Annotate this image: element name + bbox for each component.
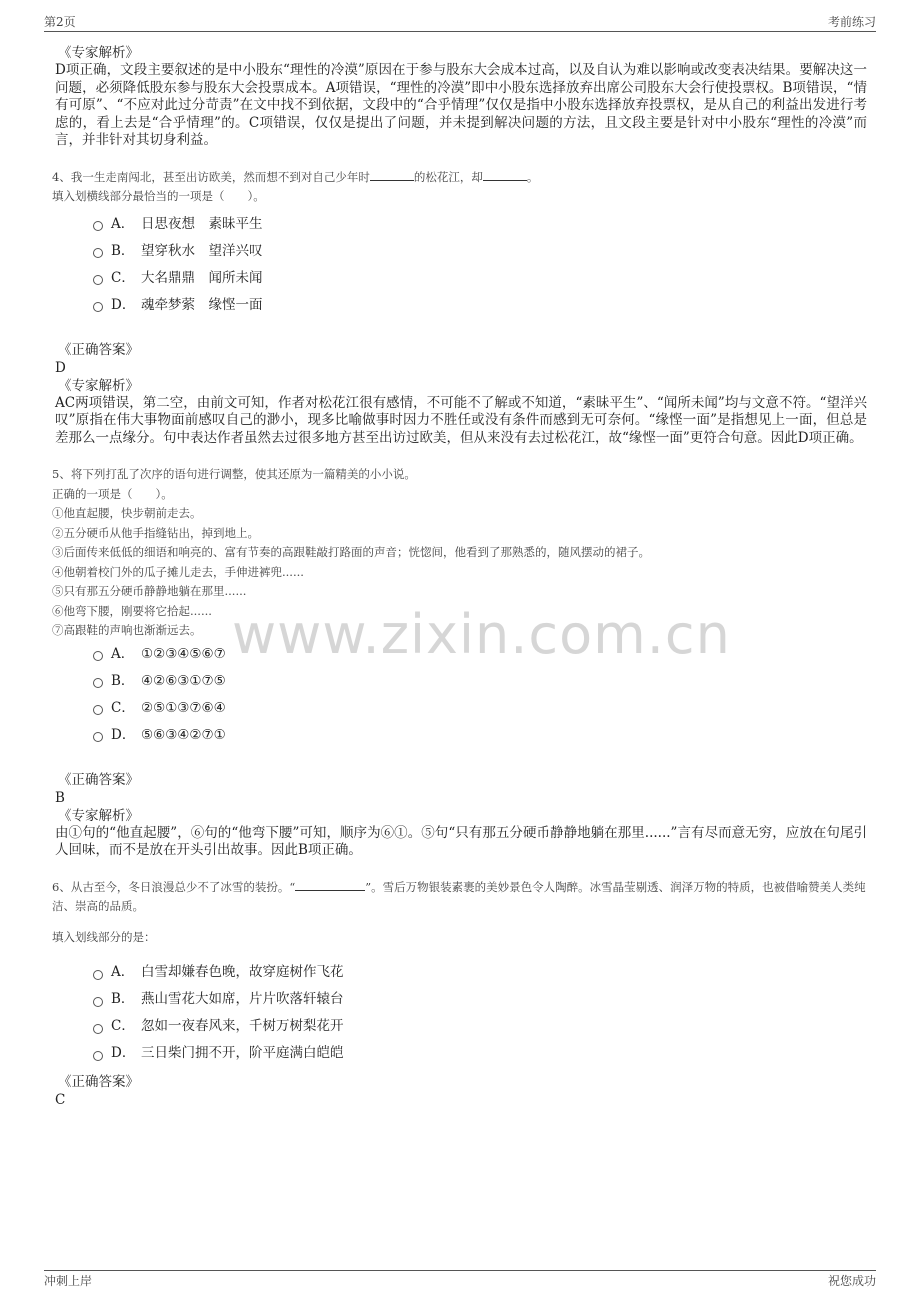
question-instruction: 填入划横线部分最恰当的一项是（ ）。 (52, 189, 265, 203)
blank-line (295, 878, 365, 891)
radio-icon[interactable] (93, 1051, 103, 1061)
analysis-text: D项正确，文段主要叙述的是中小股东“理性的冷漠”原因在于参与股东大会成本过高，以及自认为难以影响或改变表决结果。要解决这一问题，必须降低股东参与股东大会投票成本。A项错误，“理性的冷漠”即中小股东选择放弃出席公司股东大会行使投票权。B项错误，“情有可原”、“不应对此过分苛责”在文中找不到依据，文段中的“合乎情理”仅仅是指中小股东选择放弃投票权，是从自己的利益出发进行考虑的，看上去是“合乎情理”的。C项错误，仅仅是提出了问题，并未提到解决问题的方法，且文段主要是针对中小股东“理性的冷漠”而言，并非针对其切身利益。 (55, 62, 867, 148)
option-d[interactable]: D． 三日柴门拥不开，阶平庭满白皑皑 (93, 1040, 867, 1067)
radio-icon[interactable] (93, 651, 103, 661)
analysis-text: AC两项错误，第二空，由前文可知，作者对松花江很有感情，不可能不了解或不知道，“素昧平生”、“闻所未闻”均与文意不符。“望洋兴叹”原指在伟大事物面前感叹自己的渺小，现多比喻做事时因力不胜任或没有条件而感到无可奈何。“缘悭一面”是指想见上一面，但总是差那么一点缘分。句中表达作者虽然去过很多地方甚至出访过欧美，但从来没有去过松花江，故“缘悭一面”更符合句意。因此D项正确。 (55, 394, 867, 446)
sentence-item: ⑤只有那五分硬币静静地躺在那里...... (52, 584, 247, 598)
sentence-item: ④他朝着校门外的瓜子摊儿走去，手伸进裤兜...... (52, 564, 304, 579)
page-header (44, 13, 876, 31)
footer-rule (44, 1270, 876, 1271)
question-4 (52, 168, 867, 448)
blank-line (483, 168, 527, 181)
option-d[interactable]: D． ⑤⑥③④②⑦① (93, 722, 867, 749)
option-a[interactable]: A． ①②③④⑤⑥⑦ (93, 641, 867, 668)
option-list (93, 211, 867, 319)
page-number: 第2页 (44, 15, 76, 29)
radio-icon[interactable] (93, 970, 103, 980)
footer-left-text: 冲刺上岸 (44, 1274, 93, 1288)
option-d[interactable]: D． 魂牵梦萦 缘悭一面 (93, 292, 867, 319)
sentence-item: ①他直起腰，快步朝前走去。 (52, 506, 202, 520)
analysis-label: 《专家解析》 (58, 807, 139, 824)
option-b[interactable]: B． 望穿秋水 望洋兴叹 (93, 238, 867, 265)
answer-value: C (55, 1092, 66, 1108)
question-5 (52, 465, 867, 860)
watermark: www.zixin.com.cn (232, 603, 731, 666)
answer-value: B (55, 789, 65, 806)
option-a[interactable]: A． 日思夜想 素昧平生 (93, 211, 867, 238)
header-rule (44, 31, 876, 32)
blank-line (370, 168, 414, 181)
question-stem: 5、将下列打乱了次序的语句进行调整，使其还原为一篇精美的小小说。 (52, 467, 416, 481)
sentence-item: ②五分硬币从他手指缝钻出，掉到地上。 (52, 525, 259, 540)
question-instruction: 填入划线部分的是： (52, 929, 156, 944)
sentence-item: ⑥他弯下腰，刚要将它拾起...... (52, 603, 212, 618)
option-list (93, 641, 867, 749)
page-footer (44, 1272, 876, 1290)
radio-icon[interactable] (93, 705, 103, 715)
radio-icon[interactable] (93, 997, 103, 1007)
radio-icon[interactable] (93, 1024, 103, 1034)
option-c[interactable]: C． 大名鼎鼎 闻所未闻 (93, 265, 867, 292)
answer-label: 《正确答案》 (58, 1074, 139, 1090)
question-6 (52, 878, 867, 1110)
header-title: 考前练习 (827, 15, 876, 29)
option-list (93, 959, 867, 1067)
question-stem: 6、从古至今，冬日浪漫总少不了冰雪的装扮。“ ”。雪后万物银装素裹的美妙景色令人陶醉。冰雪晶莹剔透、润泽万物的特质，也被借喻赞美人类纯洁、崇高的品质。 (52, 879, 866, 913)
answer-value: D (55, 359, 66, 376)
radio-icon[interactable] (93, 221, 103, 231)
question-instruction: 正确的一项是（ ）。 (52, 486, 173, 501)
option-b[interactable]: B． ④②⑥③①⑦⑤ (93, 668, 867, 695)
radio-icon[interactable] (93, 248, 103, 258)
analysis-text: 由①句的“他直起腰”，⑥句的“他弯下腰”可知，顺序为⑥①。⑤句“只有那五分硬币静静地躺在那里......”言有尽而意无穷，应放在句尾引人回味，而不是放在开头引出故事。因此B项正确。 (55, 824, 867, 858)
sentence-item: ③后面传来低低的细语和响亮的、富有节奏的高跟鞋敲打路面的声音；恍惚间，他看到了那熟悉的，随风摆动的裙子。 (52, 545, 650, 559)
radio-icon[interactable] (93, 732, 103, 742)
answer-label: 《正确答案》 (58, 771, 139, 788)
question-stem: 4、我一生走南闯北，甚至出访欧美，然而想不到对自己少年时 的松花江，却 。 (52, 169, 539, 184)
radio-icon[interactable] (93, 302, 103, 312)
option-a[interactable]: A． 白雪却嫌春色晚，故穿庭树作飞花 (93, 959, 867, 986)
option-c[interactable]: C． 忽如一夜春风来，千树万树梨花开 (93, 1013, 867, 1040)
analysis-label: 《专家解析》 (58, 377, 139, 394)
radio-icon[interactable] (93, 275, 103, 285)
answer-label: 《正确答案》 (58, 341, 139, 358)
radio-icon[interactable] (93, 678, 103, 688)
footer-right-text: 祝您成功 (827, 1274, 876, 1288)
analysis-label: 《专家解析》 (58, 45, 139, 61)
option-b[interactable]: B． 燕山雪花大如席，片片吹落轩辕台 (93, 986, 867, 1013)
document-body (52, 44, 867, 1109)
sentence-item: ⑦高跟鞋的声响也渐渐远去。 (52, 623, 202, 637)
option-c[interactable]: C． ②⑤①③⑦⑥④ (93, 695, 867, 722)
